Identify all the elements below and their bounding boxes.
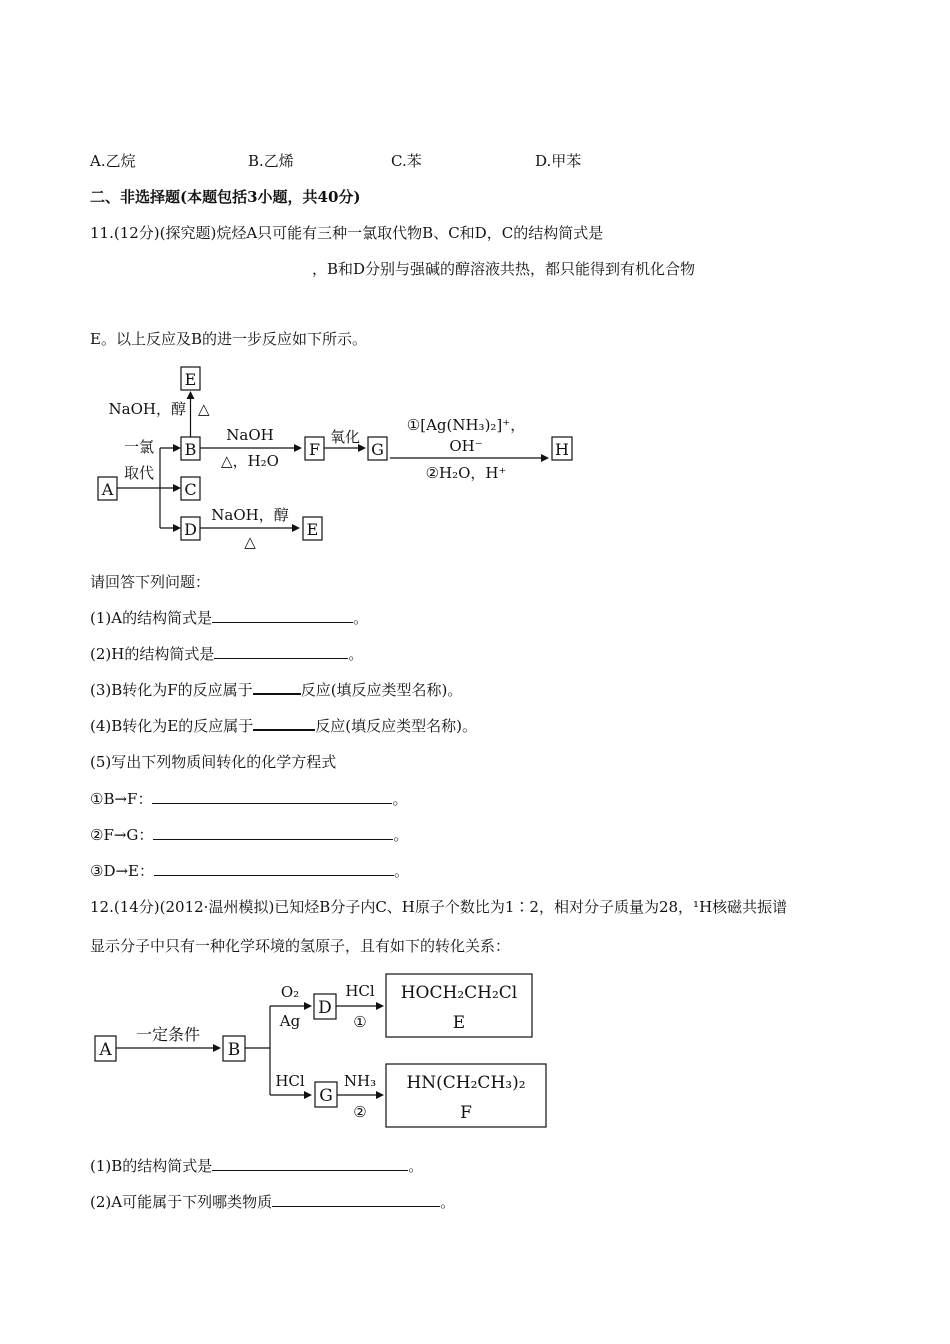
q11-sub3-text-b: 反应(填反应类型名称)。 xyxy=(300,681,463,699)
q12-sub1-blank[interactable] xyxy=(212,1169,408,1171)
q11-sub1-text: (1)A的结构简式是 xyxy=(90,609,213,627)
q11-arrowhead-b-f xyxy=(294,444,302,452)
q11-line3: E。以上反应及B的进一步反应如下所示。 xyxy=(90,330,367,348)
q12-condition: 一定条件 xyxy=(135,1025,201,1044)
q11-sub1 xyxy=(90,607,368,628)
q12-label-d: D xyxy=(318,998,332,1018)
q11-ag-reagent: ①[Ag(NH₃)₂]⁺， xyxy=(406,416,526,434)
q11-eq2 xyxy=(90,824,408,845)
q11-eq1 xyxy=(90,788,407,809)
q12-sub2 xyxy=(90,1191,455,1212)
q11-eq1-text: ①B→F： xyxy=(90,790,153,808)
q12-hcl-top: HCl xyxy=(345,982,375,1000)
option-c: C.苯 xyxy=(391,152,422,170)
q11-line1: 11.(12分)(探究题)烷烃A只可能有三种一氯取代物B、C和D，C的结构简式是 xyxy=(90,224,604,242)
q12-e-formula: HOCH₂CH₂Cl xyxy=(400,983,518,1003)
q11-reaction-diagram xyxy=(0,0,950,560)
q11-arrowhead-a-b xyxy=(173,444,181,452)
q11-label-c: C xyxy=(184,480,197,499)
q12-sub2-period: 。 xyxy=(440,1193,456,1211)
q11-qudai: 取代 xyxy=(124,464,155,482)
q12-hcl-bottom: HCl xyxy=(275,1072,305,1090)
q11-yanghua: 氧化 xyxy=(329,428,361,446)
q12-sub1-text: (1)B的结构简式是 xyxy=(90,1157,213,1175)
option-b: B.乙烯 xyxy=(248,152,294,170)
q11-sub2-text: (2)H的结构简式是 xyxy=(90,645,215,663)
q12-sub1-period: 。 xyxy=(408,1157,424,1175)
q11-eq3-blank[interactable] xyxy=(154,874,394,876)
q12-sub2-blank[interactable] xyxy=(272,1205,440,1207)
q11-arrowhead-b-e xyxy=(187,391,195,399)
q11-sub2 xyxy=(90,643,363,664)
q11-sub4-blank[interactable] xyxy=(253,728,315,731)
option-a: A.乙烷 xyxy=(90,152,136,170)
q11-sub3-text-a: (3)B转化为F的反应属于 xyxy=(90,681,253,699)
q11-sub3 xyxy=(90,679,462,700)
q12-step1: ① xyxy=(353,1013,367,1031)
q12-ag: Ag xyxy=(279,1012,301,1030)
q12-e-label: E xyxy=(452,1013,466,1033)
q12-arrowhead-b-d xyxy=(304,1002,312,1010)
q11-eq1-period: 。 xyxy=(392,790,408,808)
q11-eq3 xyxy=(90,860,409,881)
q12-o2: O₂ xyxy=(280,983,300,1001)
q11-arrowhead-d-e xyxy=(292,524,300,532)
q11-eq3-period: 。 xyxy=(394,862,410,880)
q11-label-g: G xyxy=(371,440,384,459)
q11-sub1-blank[interactable] xyxy=(212,621,353,623)
q11-eq2-blank[interactable] xyxy=(153,838,393,840)
q11-prompt: 请回答下列问题： xyxy=(90,573,211,591)
q11-label-e-bottom: E xyxy=(306,520,319,539)
q12-step2: ② xyxy=(353,1103,367,1121)
q12-nh3: NH₃ xyxy=(343,1072,377,1090)
q12-label-b: B xyxy=(227,1040,241,1060)
q11-eq3-text: ③D→E： xyxy=(90,862,154,880)
q12-arrowhead-a-b xyxy=(213,1044,221,1052)
q11-arrowhead-g-h xyxy=(541,454,549,462)
q12-label-g: G xyxy=(319,1086,333,1106)
q12-sub2-text: (2)A可能属于下列哪类物质 xyxy=(90,1193,273,1211)
q12-arrowhead-d-e xyxy=(376,1002,384,1010)
q11-delta-top: △ xyxy=(198,400,210,418)
q11-h2o-h: ②H₂O，H⁺ xyxy=(425,464,507,482)
q12-line2: 显示分子中只有一种化学环境的氢原子，且有如下的转化关系： xyxy=(90,937,511,955)
q11-label-d: D xyxy=(184,520,197,539)
option-d: D.甲苯 xyxy=(535,152,582,170)
q12-sub1 xyxy=(90,1155,423,1176)
q11-delta-h2o: △，H₂O xyxy=(221,452,279,470)
q12-f-label: F xyxy=(460,1103,472,1123)
q11-delta-bottom: △ xyxy=(244,533,256,551)
q11-naoh-chun-bottom: NaOH，醇 xyxy=(211,506,289,524)
q11-sub1-period: 。 xyxy=(353,609,369,627)
q11-arrowhead-a-d xyxy=(173,524,181,532)
q12-arrowhead-g-f xyxy=(376,1091,384,1099)
q12-f-formula: HN(CH₂CH₃)₂ xyxy=(406,1073,526,1093)
q11-eq1-blank[interactable] xyxy=(152,802,392,804)
q11-sub2-blank[interactable] xyxy=(214,657,348,659)
q11-naoh-chun-top: NaOH，醇 xyxy=(108,400,186,418)
q11-label-e-top: E xyxy=(184,370,197,389)
q11-sub4-text-b: 反应(填反应类型名称)。 xyxy=(315,717,477,735)
q11-arrowhead-a-c xyxy=(173,484,181,492)
q11-sub2-period: 。 xyxy=(348,645,364,663)
q11-label-b: B xyxy=(184,440,197,459)
section-title: 二、非选择题(本题包括3小题，共40分) xyxy=(90,188,361,206)
q11-label-h: H xyxy=(555,440,569,459)
q11-sub3-blank[interactable] xyxy=(253,692,301,695)
q11-sub4 xyxy=(90,715,477,736)
q11-eq2-period: 。 xyxy=(393,826,409,844)
q12-reaction-diagram xyxy=(0,960,950,1140)
q11-sub5: (5)写出下列物质间转化的化学方程式 xyxy=(90,753,337,771)
q11-line2: ，B和D分别与强碱的醇溶液共热，都只能得到有机化合物 xyxy=(312,260,696,278)
q11-yilv: 一氯 xyxy=(124,438,155,456)
q12-line1: 12.(14分)(2012·温州模拟)已知烃B分子内C、H原子个数比为1∶2，相对分子质量为28，¹H核磁共振谱 xyxy=(90,898,788,916)
q11-label-f: F xyxy=(308,440,321,459)
q11-label-a: A xyxy=(101,480,114,499)
q11-naoh: NaOH xyxy=(226,426,274,444)
q11-oh: OH⁻ xyxy=(449,437,483,455)
q11-sub4-text-a: (4)B转化为E的反应属于 xyxy=(90,717,254,735)
q11-eq2-text: ②F→G： xyxy=(90,826,154,844)
q12-label-a: A xyxy=(99,1040,112,1060)
q12-arrowhead-b-g xyxy=(304,1091,312,1099)
